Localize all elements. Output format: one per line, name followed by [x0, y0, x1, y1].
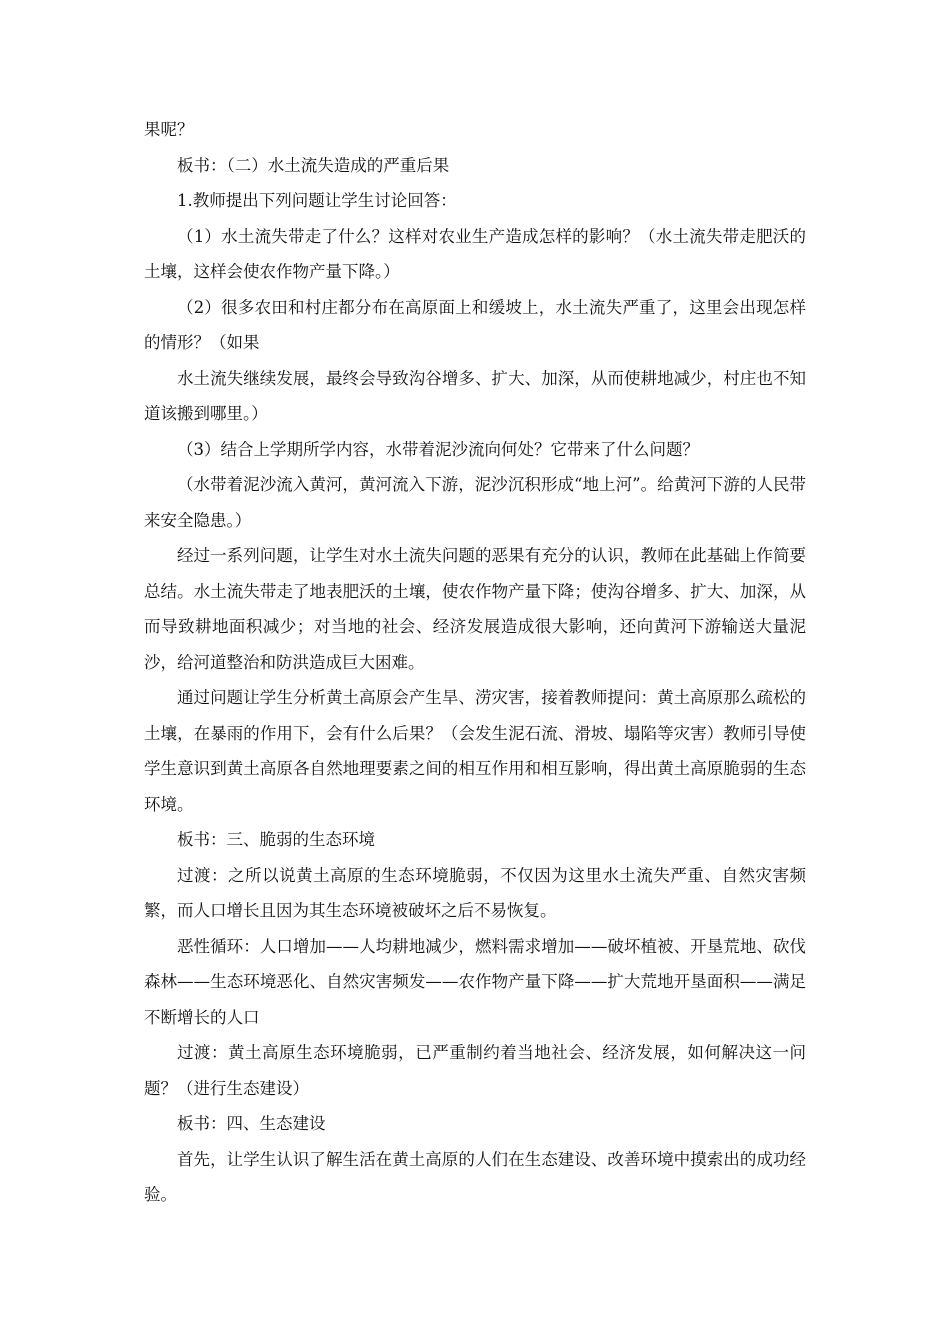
paragraph-hazards: 通过问题让学生分析黄土高原会产生旱、涝灾害，接着教师提问：黄土高原那么疏松的土壤，在暴雨的作用下，会有什么后果？（会发生泥石流、滑坡、塌陷等灾害）教师引导使学生意识到黄土高原各自然地理要素之间的相互作用和相互影响，得出黄土高原脆弱的生态环境。: [144, 688, 806, 814]
question-1: （1）水土流失带走了什么？这样对农业生产造成怎样的影响？（水土流失带走肥沃的土壤，这样会使农作物产量下降。）: [144, 226, 806, 281]
paragraph-vicious-cycle: 恶性循环：人口增加——人均耕地减少，燃料需求增加——破坏植被、开垦荒地、砍伐森林——生态环境恶化、自然灾害频发——农作物产量下降——扩大荒地开垦面积——满足不断增长的人口: [144, 936, 806, 1027]
board-heading-fragile-environment: 板书：三、脆弱的生态环境: [177, 830, 375, 849]
question-3: （3）结合上学期所学内容，水带着泥沙流向何处？它带来了什么问题？: [177, 439, 699, 459]
board-heading-consequences: 板书：（二）水土流失造成的严重后果: [177, 155, 450, 175]
question-2: （2）很多农田和村庄都分布在高原面上和缓坡上，水土流失严重了，这里会出现怎样的情形？（如果: [144, 297, 806, 352]
question-2-answer: 水土流失继续发展，最终会导致沟谷增多、扩大、加深，从而使耕地减少，村庄也不知道该搬到哪里。）: [144, 368, 806, 423]
document-body: [144, 112, 806, 1213]
paragraph-experience: 首先，让学生认识了解生活在黄土高原的人们在生态建设、改善环境中摸索出的成功经验。: [144, 1149, 806, 1204]
paragraph-discussion-intro: 1.教师提出下列问题让学生讨论回答：: [177, 191, 457, 210]
paragraph-transition-2: 过渡：黄土高原生态环境脆弱，已严重制约着当地社会、经济发展，如何解决这一问题？（进行生态建设）: [144, 1043, 806, 1098]
board-heading-ecological-construction: 板书：四、生态建设: [177, 1114, 326, 1133]
paragraph-continuation: 果呢？: [144, 120, 194, 139]
paragraph-transition-1: 过渡：之所以说黄土高原的生态环境脆弱，不仅因为这里水土流失严重、自然灾害频繁，而人口增长且因为其生态环境被破坏之后不易恢复。: [144, 865, 806, 920]
question-3-answer: （水带着泥沙流入黄河，黄河流入下游，泥沙沉积形成“地上河”。给黄河下游的人民带来安全隐患。）: [144, 475, 806, 530]
paragraph-summary: 经过一系列问题，让学生对水土流失问题的恶果有充分的认识，教师在此基础上作简要总结。水土流失带走了地表肥沃的土壤，使农作物产量下降；使沟谷增多、扩大、加深，从而导致耕地面积减少；对当地的社会、经济发展造成很大影响，还向黄河下游输送大量泥沙，给河道整治和防洪造成巨大困难。: [144, 546, 806, 672]
